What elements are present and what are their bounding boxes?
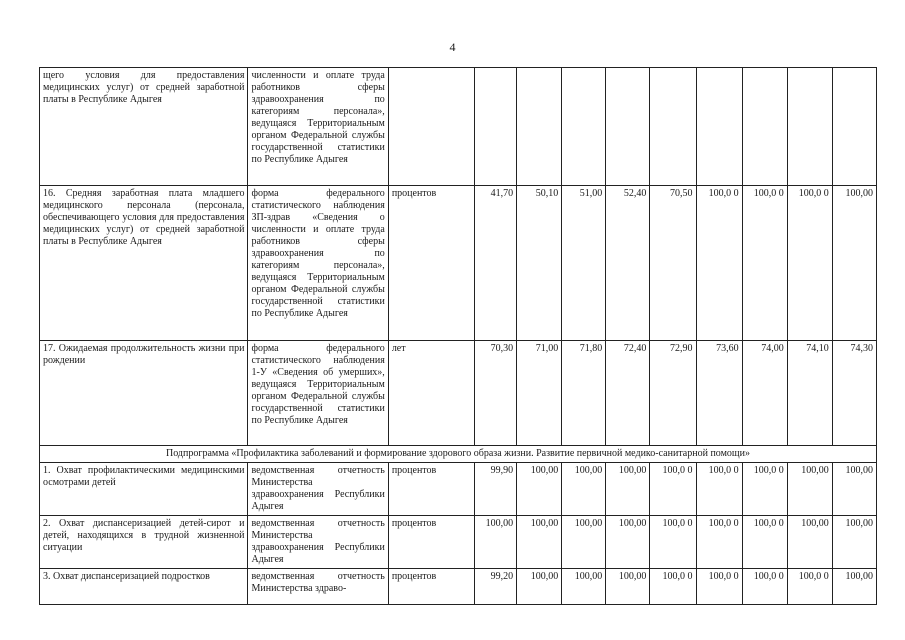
- value-cell: 51,00: [562, 186, 606, 341]
- value-cell: 100,0 0: [696, 569, 742, 605]
- value-cell: 100,0 0: [787, 569, 832, 605]
- table-row: [40, 341, 877, 446]
- value-cell: 74,00: [742, 341, 787, 446]
- value-cell: 100,0 0: [742, 186, 787, 341]
- value-cell: 41,70: [475, 186, 517, 341]
- value-cell: 73,60: [696, 341, 742, 446]
- value-cell: 100,0 0: [650, 569, 696, 605]
- value-cell: 70,50: [650, 186, 696, 341]
- source-cell: численности и оплате труда работников сферы здравоохранения по категориям персонала», ведущаяся Территориальным органом Федеральной службы государственной статистики по Республике Адыгея: [248, 68, 388, 186]
- table-row: [40, 186, 877, 341]
- unit-cell: процентов: [388, 463, 474, 516]
- value-cell: [787, 68, 832, 186]
- value-cell: 100,00: [517, 463, 562, 516]
- value-cell: 50,10: [517, 186, 562, 341]
- subprogram-row: [40, 446, 877, 463]
- value-cell: 72,40: [606, 341, 650, 446]
- table-row: [40, 516, 877, 569]
- source-cell: ведомственная отчетность Министерства здраво-: [248, 569, 388, 605]
- value-cell: 74,10: [787, 341, 832, 446]
- value-cell: 100,00: [562, 463, 606, 516]
- value-cell: 71,00: [517, 341, 562, 446]
- value-cell: [517, 68, 562, 186]
- table-row: [40, 463, 877, 516]
- value-cell: 100,00: [832, 516, 876, 569]
- indicator-cell: 2. Охват диспансеризацией детей-сирот и детей, находящихся в трудной жизненной ситуации: [40, 516, 248, 569]
- page-number: 4: [449, 40, 456, 54]
- unit-cell: процентов: [388, 569, 474, 605]
- source-cell: ведомственная отчетность Министерства здравоохранения Республики Адыгея: [248, 516, 388, 569]
- value-cell: 100,0 0: [650, 516, 696, 569]
- value-cell: 70,30: [475, 341, 517, 446]
- value-cell: 72,90: [650, 341, 696, 446]
- value-cell: 100,00: [517, 516, 562, 569]
- value-cell: [606, 68, 650, 186]
- value-cell: [742, 68, 787, 186]
- value-cell: 100,00: [606, 463, 650, 516]
- indicators-table: [39, 67, 877, 605]
- value-cell: 100,0 0: [742, 463, 787, 516]
- value-cell: 99,90: [475, 463, 517, 516]
- unit-cell: лет: [388, 341, 474, 446]
- indicator-cell: 1. Охват профилактическими медицинскими осмотрами детей: [40, 463, 248, 516]
- value-cell: 100,0 0: [696, 516, 742, 569]
- value-cell: 100,0 0: [650, 463, 696, 516]
- value-cell: 99,20: [475, 569, 517, 605]
- indicator-cell: 3. Охват диспансеризацией подростков: [40, 569, 248, 605]
- value-cell: [562, 68, 606, 186]
- value-cell: 100,0 0: [742, 569, 787, 605]
- value-cell: 100,00: [562, 516, 606, 569]
- value-cell: 100,0 0: [696, 186, 742, 341]
- source-cell: ведомственная отчетность Министерства здравоохранения Республики Адыгея: [248, 463, 388, 516]
- source-cell: форма федерального статистического наблюдения 1-У «Сведения об умерших», ведущаяся Территориальным органом Федеральной службы государственной статистики по Республике Адыгея: [248, 341, 388, 446]
- value-cell: [650, 68, 696, 186]
- value-cell: 100,00: [787, 463, 832, 516]
- value-cell: 52,40: [606, 186, 650, 341]
- table-row: [40, 569, 877, 605]
- value-cell: 100,00: [606, 516, 650, 569]
- value-cell: 100,00: [606, 569, 650, 605]
- value-cell: [475, 68, 517, 186]
- value-cell: 100,00: [787, 516, 832, 569]
- value-cell: 100,00: [562, 569, 606, 605]
- unit-cell: процентов: [388, 186, 474, 341]
- value-cell: 74,30: [832, 341, 876, 446]
- indicator-cell: 17. Ожидаемая продолжительность жизни при рождении: [40, 341, 248, 446]
- indicator-cell: 16. Средняя заработная плата младшего медицинского персонала (персонала, обеспечивающего условия для предоставления медицинских услуг) от средней заработной платы в Республике Адыгея: [40, 186, 248, 341]
- table-row: [40, 68, 877, 186]
- value-cell: 100,0 0: [696, 463, 742, 516]
- indicator-cell: щего условия для предоставления медицинских услуг) от средней заработной платы в Республике Адыгея: [40, 68, 248, 186]
- value-cell: 71,80: [562, 341, 606, 446]
- value-cell: [832, 68, 876, 186]
- value-cell: [696, 68, 742, 186]
- unit-cell: [388, 68, 474, 186]
- value-cell: 100,00: [517, 569, 562, 605]
- value-cell: 100,00: [832, 569, 876, 605]
- value-cell: 100,00: [832, 186, 876, 341]
- subprogram-title: Подпрограмма «Профилактика заболеваний и формирование здорового образа жизни. Развитие первичной медико-санитарной помощи»: [40, 446, 877, 463]
- value-cell: 100,0 0: [787, 186, 832, 341]
- source-cell: форма федерального статистического наблюдения ЗП-здрав «Сведения о численности и оплате труда работников сферы здравоохранения по категориям персонала», ведущаяся Территориальным органом Федеральной службы государственной статистики по Республике Адыгея: [248, 186, 388, 341]
- value-cell: 100,0 0: [742, 516, 787, 569]
- value-cell: 100,00: [832, 463, 876, 516]
- value-cell: 100,00: [475, 516, 517, 569]
- unit-cell: процентов: [388, 516, 474, 569]
